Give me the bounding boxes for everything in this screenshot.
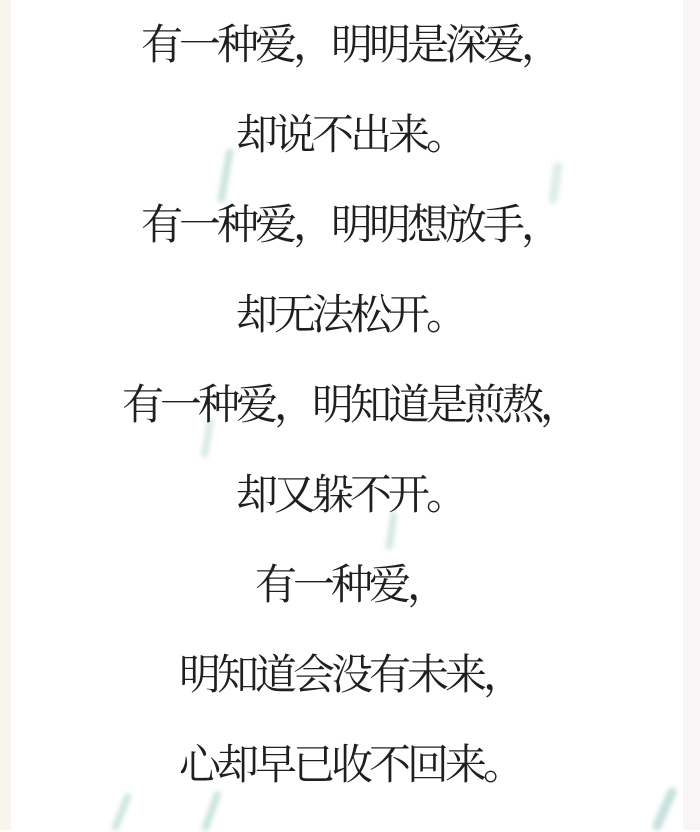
poem-line: 心却早已收不回来。 xyxy=(178,741,521,788)
poem-line: 有一种爱，明明想放手， xyxy=(140,201,559,248)
poem-line: 有一种爱， xyxy=(254,561,445,608)
poem-line: 却又躲不开。 xyxy=(235,471,464,518)
poem-line: 却说不出来。 xyxy=(235,111,464,158)
poem-line: 却无法松开。 xyxy=(235,291,464,338)
poem-line: 明知道会没有未来， xyxy=(178,651,521,698)
poem-line: 有一种爱，明明是深爱， xyxy=(140,21,559,68)
poem-line: 有一种爱，明知道是煎熬， xyxy=(121,381,578,428)
